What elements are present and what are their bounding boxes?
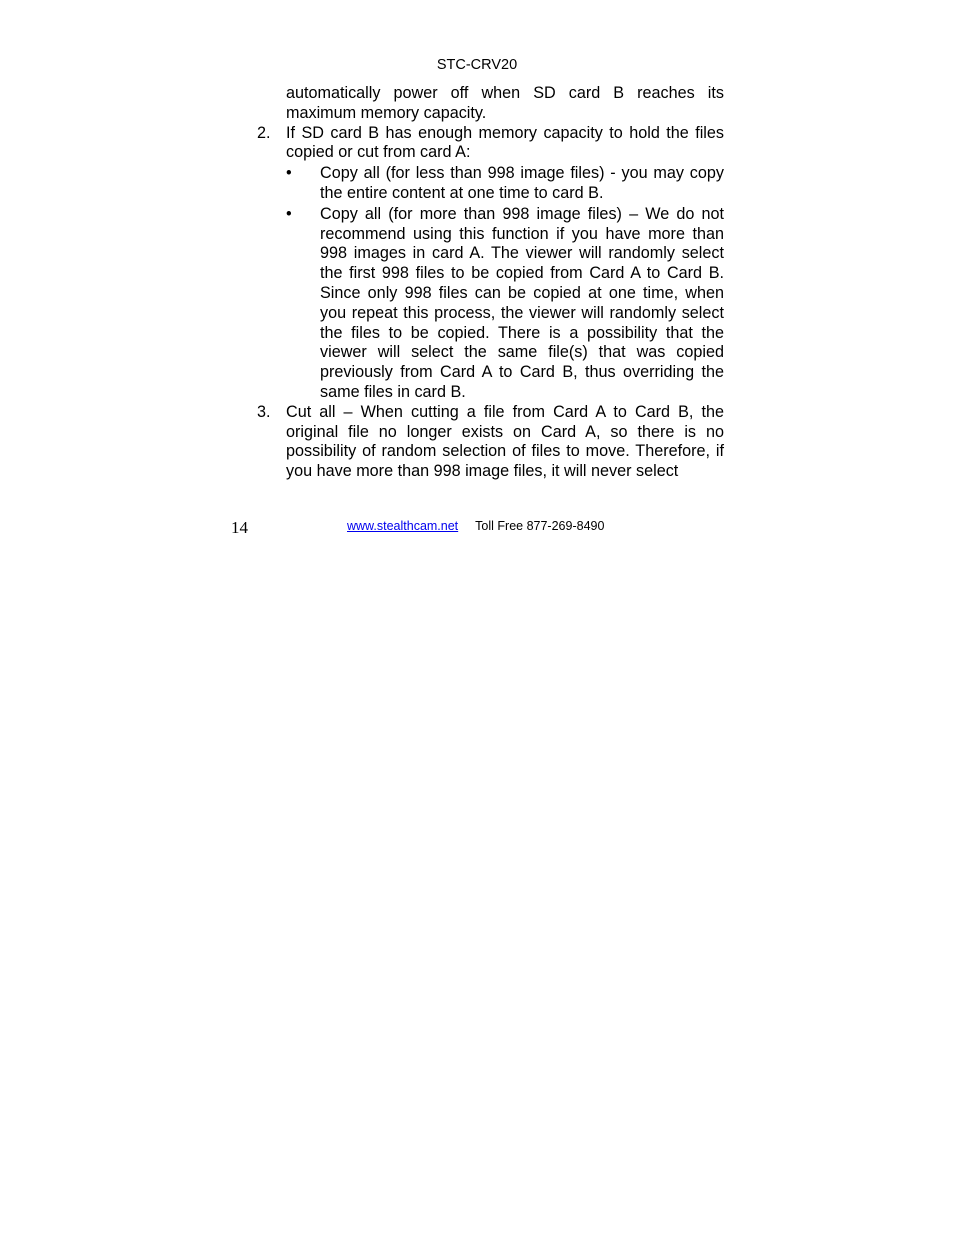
- document-title: STC-CRV20: [436, 57, 518, 73]
- continuation-paragraph: automatically power off when SD card B reaches its maximum memory capacity.: [286, 84, 724, 122]
- list-item-2: [257, 123, 724, 403]
- toll-free-phone: Toll Free 877-269-8490: [475, 519, 605, 533]
- page-header: [0, 56, 954, 74]
- bullet-text: Copy all (for less than 998 image files) - you may copy the entire content at one time to card B.: [320, 164, 724, 202]
- bullet-text: Copy all (for more than 998 image files) – We do not recommend using this function if you have more than 998 images in card A. The viewer will randomly select the first 998 files to be copied from Card A to Card B. Since only 998 files can be copied at one time, when you repeat this process, the viewer will randomly select the files to be copied. There is a possibility that the viewer will select the same file(s) that was copied previously from Card A to Card B, thus overriding the same files in card B.: [320, 204, 724, 401]
- list-number: 2.: [257, 123, 271, 142]
- page-body: [257, 84, 724, 482]
- page-number: 14: [231, 518, 248, 537]
- bullet-icon: •: [286, 164, 292, 183]
- list-item-text: If SD card B has enough memory capacity to hold the files copied or cut from card A:: [286, 123, 724, 162]
- list-item-text: Cut all – When cutting a file from Card A to Card B, the original file no longer exists on Card A, so there is no possibility of random selection of files to move. Therefore, if you have more than 998 image files, it will never select: [286, 402, 724, 481]
- bullet-list: [286, 164, 724, 403]
- list-item-3: [257, 402, 724, 482]
- bullet-item-copy-all-less: [286, 164, 724, 204]
- list-number: 3.: [257, 402, 271, 421]
- website-link[interactable]: www.stealthcam.net: [347, 519, 459, 533]
- bullet-icon: •: [286, 204, 292, 223]
- page-footer: [347, 518, 604, 534]
- bullet-item-copy-all-more: [286, 204, 724, 403]
